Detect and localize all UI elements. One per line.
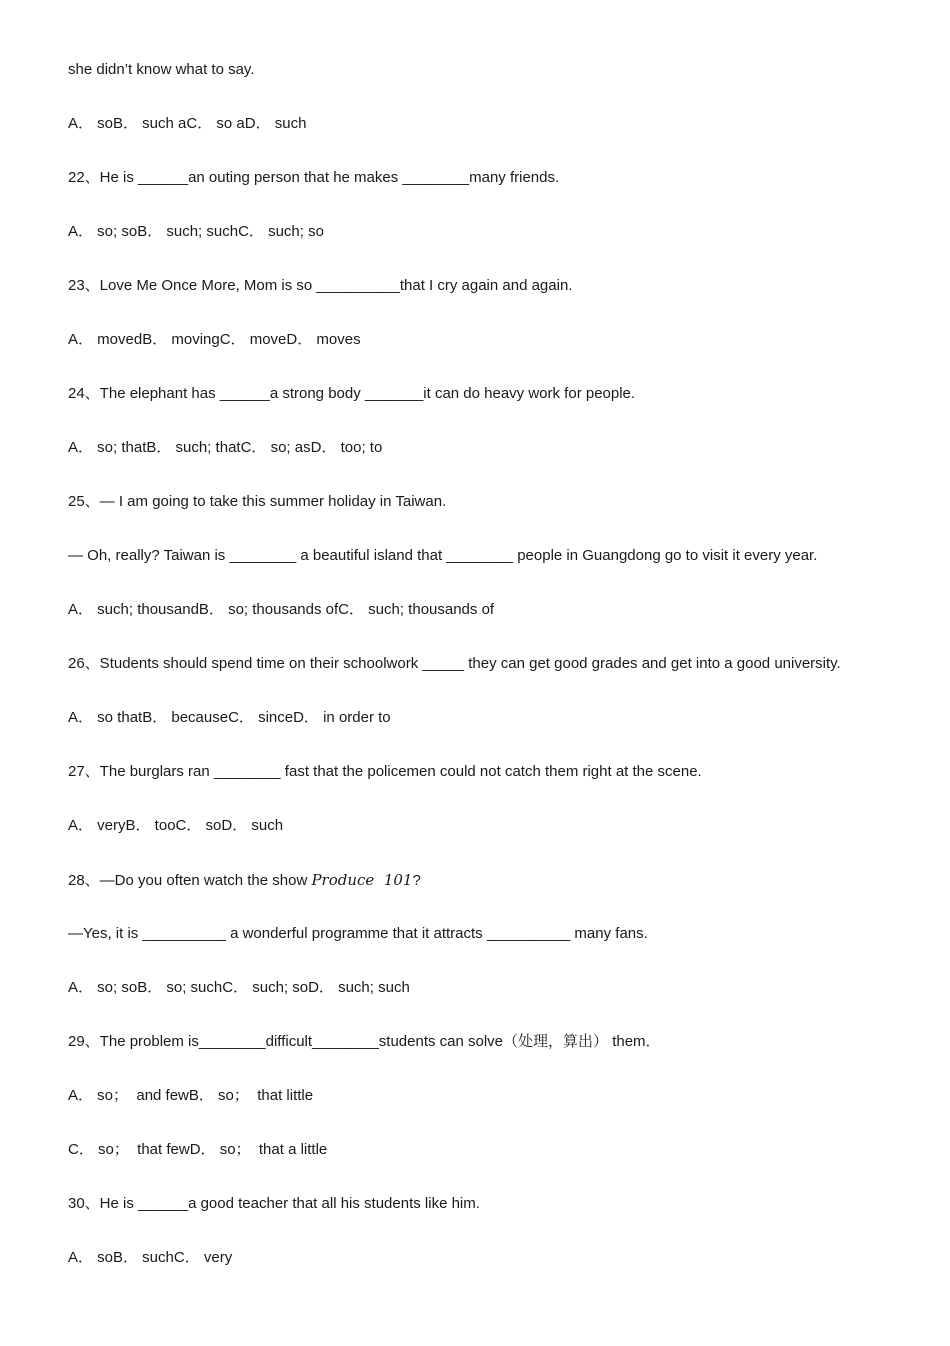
question-30-options: A． soB． suchC． very (68, 1249, 233, 1266)
question-24-options: A． so; thatB． such; thatC． so; asD． too; to (68, 439, 383, 456)
question-25-stem: 25、— I am going to take this summer holiday in Taiwan. (68, 493, 447, 510)
question-27-stem: 27、The burglars ran ________ fast that the policemen could not catch them right at the scene. (68, 763, 702, 780)
question-29-options-ab: A． so； and fewB． so； that little (68, 1087, 314, 1104)
question-26-stem: 26、Students should spend time on their schoolwork _____ they can get good grades and get into a good university. (68, 655, 841, 672)
question-23-options: A． movedB． movingC． moveD． moves (68, 331, 361, 348)
question-28-stem-text: 28、—Do you often watch the show (68, 872, 312, 889)
show-title: Produce 101 (311, 871, 413, 889)
question-22-stem: 22、He is ______an outing person that he makes ________many friends. (68, 169, 560, 186)
question-25-options: A． such; thousandB． so; thousands ofC． such; thousands of (68, 601, 495, 618)
question-21-options: A． soB． such aC． so aD． such (68, 115, 307, 132)
question-22-options: A． so; soB． such; suchC． such; so (68, 223, 324, 240)
question-26-options: A． so thatB． becauseC． sinceD． in order to (68, 709, 391, 726)
question-24-stem: 24、The elephant has ______a strong body _______it can do heavy work for people. (68, 385, 636, 402)
question-29-options-cd: C． so； that fewD． so； that a little (68, 1141, 328, 1158)
question-30-stem: 30、He is ______a good teacher that all his students like him. (68, 1195, 480, 1212)
question-21-stem-end: she didn’t know what to say. (68, 61, 255, 78)
question-27-options: A． veryB． tooC． soD． such (68, 817, 284, 834)
question-28-options: A． so; soB． so; suchC． such; soD． such; such (68, 979, 410, 996)
question-29-stem: 29、The problem is________difficult________students can solve（处理，算出） them． (68, 1033, 661, 1050)
question-23-stem: 23、Love Me Once More, Mom is so __________that I cry again and again. (68, 277, 573, 294)
question-25-stem-reply: — Oh, really? Taiwan is ________ a beautiful island that ________ people in Guangdong go to visit it every year. (68, 547, 818, 564)
question-28-stem-mark: ? (412, 872, 421, 889)
question-28-stem (68, 870, 421, 891)
question-28-stem-reply: —Yes, it is __________ a wonderful programme that it attracts __________ many fans. (68, 925, 648, 942)
